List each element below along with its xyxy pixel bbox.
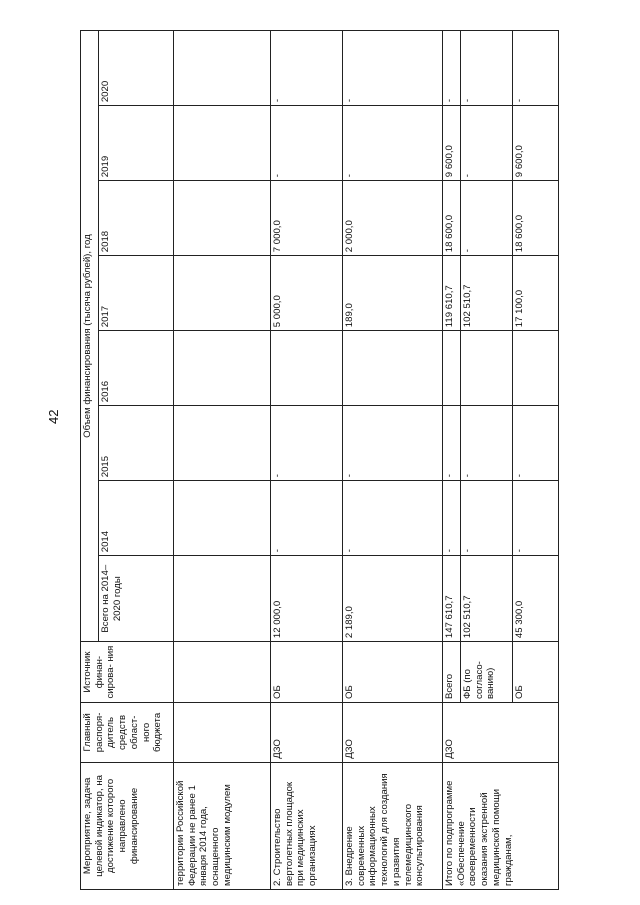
cell-year-value: - xyxy=(343,406,443,481)
cell-event: 3. Внедрение современных информационных технологий для создания и развития телемедицинского консультирования xyxy=(343,762,443,889)
cell-source: ФБ (по согласо- ванию) xyxy=(461,642,513,703)
header-year: 2017 xyxy=(99,256,174,331)
cell-year-value: 102 510,7 xyxy=(461,256,513,331)
cell-source: ОБ xyxy=(513,642,559,703)
cell-year-value xyxy=(174,106,271,181)
cell-event: территории Российской Федерации не ранее 1 января 2014 года, оснащенного медицинским модулем xyxy=(174,762,271,889)
header-funding-group: Объем финансирования (тысяча рублей), год xyxy=(81,31,99,642)
cell-year-value xyxy=(461,331,513,406)
cell-year-value: - xyxy=(343,31,443,106)
cell-year-value xyxy=(174,331,271,406)
cell-year-value: - xyxy=(461,31,513,106)
header-year: 2016 xyxy=(99,331,174,406)
cell-year-value: 18 600,0 xyxy=(443,181,461,256)
cell-source: Всего xyxy=(443,642,461,703)
cell-year-value: 9 600,0 xyxy=(513,106,559,181)
table-row xyxy=(343,31,443,890)
cell-year-value: - xyxy=(271,31,343,106)
cell-year-value: 7 000,0 xyxy=(271,181,343,256)
cell-year-value: 2 000,0 xyxy=(343,181,443,256)
cell-year-value: - xyxy=(343,106,443,181)
cell-total: 2 189,0 xyxy=(343,556,443,642)
rotated-page-content xyxy=(80,30,580,890)
cell-year-value: - xyxy=(461,406,513,481)
cell-year-value xyxy=(271,331,343,406)
table-row xyxy=(174,31,271,890)
cell-year-value: - xyxy=(443,481,461,556)
cell-manager: ДЗО xyxy=(271,703,343,763)
cell-year-value: - xyxy=(443,406,461,481)
header-source: Источник финан- сирова- ния xyxy=(81,642,174,703)
cell-year-value: - xyxy=(461,181,513,256)
cell-year-value: - xyxy=(513,406,559,481)
cell-year-value: - xyxy=(461,106,513,181)
summary-row xyxy=(443,31,461,890)
cell-total: 45 300,0 xyxy=(513,556,559,642)
cell-year-value: - xyxy=(343,481,443,556)
cell-source: ОБ xyxy=(343,642,443,703)
cell-total: 102 510,7 xyxy=(461,556,513,642)
cell-year-value xyxy=(174,406,271,481)
cell-year-value: - xyxy=(461,481,513,556)
cell-year-value xyxy=(513,331,559,406)
cell-source: ОБ xyxy=(271,642,343,703)
cell-total: 12 000,0 xyxy=(271,556,343,642)
funding-table xyxy=(80,30,559,890)
cell-year-value: 119 610,7 xyxy=(443,256,461,331)
cell-total: 147 610,7 xyxy=(443,556,461,642)
header-year: 2015 xyxy=(99,406,174,481)
cell-year-value: 18 600,0 xyxy=(513,181,559,256)
cell-year-value xyxy=(174,481,271,556)
cell-total xyxy=(174,556,271,642)
page-number: 42 xyxy=(46,409,61,424)
header-year: 2014 xyxy=(99,481,174,556)
cell-year-value xyxy=(174,181,271,256)
cell-year-value xyxy=(443,331,461,406)
cell-year-value: - xyxy=(443,31,461,106)
header-total: Всего на 2014–2020 годы xyxy=(99,556,174,642)
cell-year-value: - xyxy=(513,31,559,106)
header-year: 2018 xyxy=(99,181,174,256)
header-year: 2019 xyxy=(99,106,174,181)
cell-year-value: - xyxy=(271,481,343,556)
cell-year-value: 9 600,0 xyxy=(443,106,461,181)
cell-year-value: 17 100,0 xyxy=(513,256,559,331)
cell-manager xyxy=(174,703,271,763)
cell-summary-event: Итого по подпрограмме «Обеспечение своевременности оказания экстренной медицинской помощи гражданам, xyxy=(443,762,559,889)
cell-event: 2. Строительство вертолетных площадок при медицинских организациях xyxy=(271,762,343,889)
cell-year-value: 189,0 xyxy=(343,256,443,331)
cell-source xyxy=(174,642,271,703)
cell-year-value xyxy=(343,331,443,406)
header-event: Мероприятие, задача целевой индикатор, на достижение которого направлено финансирование xyxy=(81,762,174,889)
header-manager: Главный распоря- дитель средств област- ного бюджета xyxy=(81,703,174,763)
cell-year-value: - xyxy=(271,106,343,181)
cell-year-value: - xyxy=(271,406,343,481)
table-row xyxy=(271,31,343,890)
cell-manager: ДЗО xyxy=(343,703,443,763)
cell-year-value: 5 000,0 xyxy=(271,256,343,331)
cell-year-value: - xyxy=(513,481,559,556)
cell-year-value xyxy=(174,31,271,106)
cell-year-value xyxy=(174,256,271,331)
cell-summary-manager: ДЗО xyxy=(443,703,559,763)
header-year: 2020 xyxy=(99,31,174,106)
